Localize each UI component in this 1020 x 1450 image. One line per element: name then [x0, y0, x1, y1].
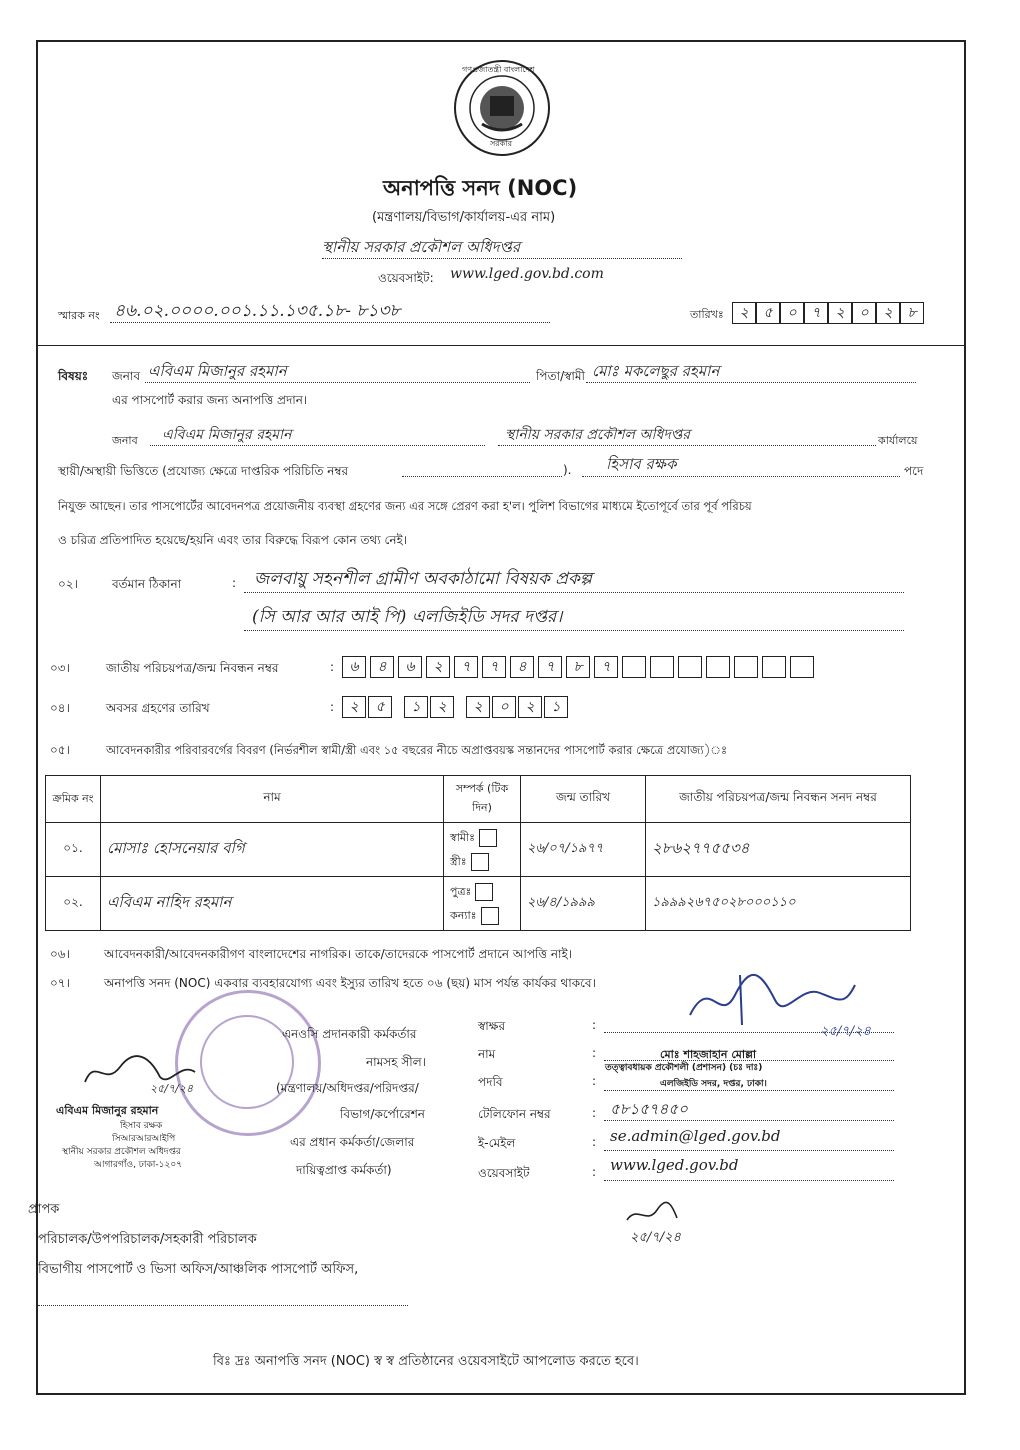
row-dob-value: ২৬/৪/১৯৯৯ — [527, 895, 595, 910]
issuer-dept-line: এলজিইডি সদর, দপ্তর, ঢাকা। — [660, 1079, 767, 1089]
address-colon: : — [232, 576, 237, 590]
col-serial: ক্রমিক নং — [46, 776, 101, 823]
date-label: তারিখঃ — [690, 308, 724, 321]
issuer-phone-value: ৫৮১৫৭৪৫০ — [610, 1100, 688, 1118]
col-dob: জন্ম তারিখ — [521, 776, 646, 823]
retire-boxes — [342, 696, 568, 718]
nid-digit: ৪ — [370, 656, 394, 678]
website-value: www.lged.gov.bd.com — [450, 266, 604, 282]
relation-label: পুত্রঃ — [450, 884, 472, 898]
header-divider — [36, 345, 966, 346]
colon: : — [592, 1106, 597, 1120]
body-line4: ও চরিত্র প্রতিপাদিত হয়েছে/হয়নি এবং তার বিরুদ্ধে বিরূপ কোন তথ্য নেই। — [58, 533, 408, 547]
row-dob — [521, 823, 646, 877]
memo-label: স্মারক নং — [58, 309, 100, 322]
row-serial: ০২. — [46, 877, 101, 931]
subject-line2: এর পাসপোর্ট করার জন্য অনাপত্তি প্রদান। — [112, 393, 308, 407]
border-left — [36, 40, 38, 1395]
clause6-num: ০৬। — [50, 947, 70, 961]
relation-checkbox[interactable] — [481, 907, 499, 925]
relation-label: কন্যাঃ — [450, 908, 477, 922]
col-nid: জাতীয় পরিচয়পত্র/জন্ম নিবন্ধন সনদ নম্বর — [646, 776, 911, 823]
date-digit: ৭ — [804, 302, 828, 324]
body-office-suffix: কার্যালয়ে — [878, 434, 918, 447]
left-seal-line: সিআরআরআইপি — [112, 1134, 176, 1144]
family-table — [45, 775, 911, 931]
field-rule — [604, 1180, 894, 1181]
date-digit: ৮ — [900, 302, 924, 324]
nid-digit — [622, 656, 646, 678]
left-sign-date: ২৫/৭/২৪ — [150, 1082, 194, 1095]
nid-label: জাতীয় পরিচয়পত্র/জন্ম নিবন্ধন নম্বর — [106, 661, 279, 675]
retire-label: অবসর গ্রহণের তারিখ — [106, 701, 210, 715]
relation-checkbox[interactable] — [479, 829, 497, 847]
address-line1: জলবায়ু সহনশীল গ্রামীণ অবকাঠামো বিষয়ক প্রকল্প — [254, 569, 592, 589]
border-bottom — [36, 1393, 966, 1395]
clause7-num: ০৭। — [50, 976, 70, 990]
nid-digit — [678, 656, 702, 678]
issuer-line: এর প্রধান কর্মকর্তা/জেলার — [290, 1135, 415, 1149]
body-name-line — [150, 445, 485, 446]
row-nid-value: ১৯৯৯২৬৭৫০২৮০০০১১০ — [652, 895, 796, 910]
date-digit: ২ — [876, 302, 900, 324]
date-digit: ০ — [780, 302, 804, 324]
issuer-name-value: মোঃ শাহজাহান মোল্লা — [660, 1048, 757, 1061]
recipient-blank-line — [38, 1305, 408, 1306]
col-name: নাম — [101, 776, 444, 823]
emblem-top-text: গণপ্রজাতন্ত্রী বাংলাদেশ — [462, 65, 535, 74]
relation-label: স্ত্রীঃ — [450, 854, 467, 868]
designation-line — [582, 476, 900, 477]
nid-digit: ৭ — [482, 656, 506, 678]
nid-digit — [762, 656, 786, 678]
website-label: ওয়েবসাইট: — [378, 271, 434, 285]
nid-digit — [650, 656, 674, 678]
colon: : — [592, 1165, 597, 1179]
family-num: ০৫। — [50, 743, 70, 757]
row-name — [101, 877, 444, 931]
left-seal-name: এবিএম মিজানুর রহমান — [56, 1104, 159, 1117]
left-seal-line: আগারগাঁও, ঢাকা-১২০৭ — [94, 1160, 183, 1170]
date-digit: ২ — [828, 302, 852, 324]
nid-boxes — [342, 656, 814, 678]
father-label: পিতা/স্বামী — [536, 369, 585, 383]
nid-digit: ৭ — [594, 656, 618, 678]
row-name-value: এবিএম নাহিদ রহমান — [107, 893, 232, 911]
subject-janab: জনাব — [112, 369, 141, 383]
relation-checkbox[interactable] — [475, 883, 493, 901]
issuer-line: (মন্ত্রণালয়/অধিদপ্তর/পরিদপ্তর/ — [276, 1081, 419, 1095]
date-boxes — [732, 302, 924, 324]
col-relation: সম্পর্ক (টিক দিন) — [444, 776, 521, 823]
retire-month-digit: ১ — [404, 696, 428, 718]
field-rule — [604, 1150, 894, 1151]
body-name: এবিএম মিজানুর রহমান — [162, 427, 292, 443]
address-label: বর্তমান ঠিকানা — [112, 577, 182, 591]
father-value: মোঃ মকলেছুর রহমান — [592, 362, 720, 380]
body-line2-mid: ). — [563, 463, 572, 477]
nid-colon: : — [330, 660, 335, 674]
family-table-header — [46, 776, 911, 823]
retire-year-digit: ০ — [492, 696, 516, 718]
relation-label: স্বামীঃ — [450, 830, 476, 844]
left-seal-line: স্থানীয় সরকার প্রকৌশল অধিদপ্তর — [62, 1147, 181, 1157]
row-dob-value: ২৬/০৭/১৯৭৭ — [527, 841, 604, 856]
clause7-text: অনাপত্তি সনদ (NOC) একবার ব্যবহারযোগ্য এবং ইস্যুর তারিখ হতে ০৬ (ছয়) মাস পর্যন্ত কার্যকর থাকবে। — [104, 976, 596, 990]
issuer-signature-label: স্বাক্ষর — [478, 1019, 506, 1033]
nid-digit: ৭ — [454, 656, 478, 678]
issuer-website-label: ওয়েবসাইট — [478, 1166, 530, 1180]
issuer-designation-label: পদবি — [478, 1075, 503, 1089]
issuer-email-label: ই-মেইল — [478, 1136, 516, 1150]
retire-year-digit: ২ — [466, 696, 490, 718]
footer-note: বিঃ দ্রঃ অনাপত্তি সনদ (NOC) স্ব স্ব প্রতিষ্ঠানের ওয়েবসাইটে আপলোড করতে হবে। — [213, 1354, 639, 1369]
retire-day-digit: ৫ — [368, 696, 392, 718]
issuer-name-label: নাম — [478, 1047, 496, 1061]
address-num: ০২। — [58, 577, 78, 591]
issuer-website-value: www.lged.gov.bd — [610, 1156, 739, 1174]
issuer-line: দায়িত্বপ্রাপ্ত কর্মকর্তা) — [296, 1163, 392, 1177]
issuer-line: বিভাগ/কর্পোরেশন — [340, 1107, 425, 1121]
office-name: স্থানীয় সরকার প্রকৌশল অধিদপ্তর — [322, 238, 521, 256]
border-right — [964, 40, 966, 1395]
subject-label: বিষয়ঃ — [58, 369, 89, 383]
border-top — [36, 40, 966, 42]
retire-num: ০৪। — [50, 701, 70, 715]
body-line2-prefix: স্থায়ী/অস্থায়ী ভিত্তিতে (প্রযোজ্য ক্ষেত্রে দাপ্তরিক পরিচিতি নম্বর — [58, 464, 349, 478]
recipient-line1: পরিচালক/উপপরিচালক/সহকারী পরিচালক — [38, 1232, 257, 1247]
retire-day-digit: ২ — [342, 696, 366, 718]
issuer-phone-label: টেলিফোন নম্বর — [478, 1107, 551, 1121]
left-seal-line: হিসাব রক্ষক — [120, 1121, 163, 1131]
body-line2-dots — [402, 476, 562, 477]
nid-digit: ৭ — [538, 656, 562, 678]
document-subtitle: (মন্ত্রণালয়/বিভাগ/কার্যালয়-এর নাম) — [372, 210, 556, 225]
clause6-text: আবেদনকারী/আবেদনকারীগণ বাংলাদেশের নাগরিক। তাকে/তাদেরকে পাসপোর্ট প্রদানে আপত্তি নাই। — [104, 947, 573, 961]
document-title: অনাপত্তি সনদ (NOC) — [383, 176, 578, 200]
designation-value: হিসাব রক্ষক — [606, 455, 677, 473]
subject-name-line — [145, 382, 530, 383]
row-nid — [646, 823, 911, 877]
colon: : — [592, 1074, 597, 1088]
row-name — [101, 823, 444, 877]
body-office-line — [498, 445, 876, 446]
body-janab: জনাব — [112, 434, 138, 447]
nid-digit: ৬ — [398, 656, 422, 678]
address-line2: (সি আর আর আই পি) এলজিইডি সদর দপ্তর। — [252, 607, 563, 627]
retire-month-digit: ২ — [430, 696, 454, 718]
nid-digit — [790, 656, 814, 678]
recipient-sign-date: ২৫/৭/২৪ — [630, 1230, 681, 1245]
row-nid-value: ২৮৬২৭৭৫৫৩৪ — [652, 839, 750, 857]
issuer-designation-value: তত্ত্বাবধায়ক প্রকৌশলী (প্রশাসন) (চঃ দাঃ) — [605, 1063, 763, 1073]
issuer-line: নামসহ সীল। — [366, 1055, 426, 1069]
relation-checkbox[interactable] — [471, 853, 489, 871]
issuer-email-value: se.admin@lged.gov.bd — [610, 1127, 781, 1145]
body-line3: নিযুক্ত আছেন। তার পাসপোর্টের আবেদনপত্র প্রয়োজনীয় ব্যবস্থা গ্রহণের জন্য এর সঙ্গে প্রেরণ করা হ'ল। পুলিশ বিভাগের মাধ্যমে ইতোপূর্বে তার পূর্ব পরিচয় — [58, 499, 752, 513]
nid-digit: ৪ — [510, 656, 534, 678]
date-digit: ২ — [732, 302, 756, 324]
body-line2-suffix: পদে — [904, 464, 924, 478]
colon: : — [592, 1018, 597, 1032]
father-line — [586, 382, 916, 383]
row-serial: ০১. — [46, 823, 101, 877]
issuer-sign-date: ২৫/৭/২৪ — [820, 1024, 871, 1039]
memo-number: ৪৬.০২.০০০০.০০১.১১.১৩৫.১৮- ৮১৩৮ — [114, 301, 401, 321]
row-dob — [521, 877, 646, 931]
colon: : — [592, 1135, 597, 1149]
family-table-row — [46, 823, 911, 877]
recipient-signature-icon — [622, 1200, 682, 1230]
recipient-line2: বিভাগীয় পাসপোর্ট ও ভিসা অফিস/আঞ্চলিক পাসপোর্ট অফিস, — [38, 1262, 359, 1277]
address-line1-rule — [244, 592, 904, 593]
retire-colon: : — [330, 700, 335, 714]
row-nid — [646, 877, 911, 931]
retire-year-digit: ১ — [544, 696, 568, 718]
emblem-bottom-text: সরকার — [490, 139, 513, 148]
recipient-label: প্রাপক — [28, 1202, 60, 1217]
date-digit: ৫ — [756, 302, 780, 324]
nid-num: ০৩। — [50, 661, 70, 675]
memo-line — [110, 322, 550, 323]
nid-digit: ৮ — [566, 656, 590, 678]
row-relation — [444, 823, 521, 877]
nid-digit: ২ — [426, 656, 450, 678]
nid-digit — [734, 656, 758, 678]
retire-year-digit: ২ — [518, 696, 542, 718]
nid-digit — [706, 656, 730, 678]
date-digit: ০ — [852, 302, 876, 324]
subject-name: এবিএম মিজানুর রহমান — [148, 362, 287, 380]
body-office: স্থানীয় সরকার প্রকৌশল অধিদপ্তর — [505, 427, 690, 443]
issuer-line: এনওসি প্রদানকারী কর্মকর্তার — [282, 1027, 417, 1041]
family-label: আবেদনকারীর পরিবারবর্গের বিবরণ (নির্ভরশীল স্বামী/স্ত্রী এবং ১৫ বছরের নীচে অপ্রাপ্তবয়স্ক সন্তানদের পাসপোর্ট করার ক্ষেত্রে প্রযোজ্য)ঃ — [106, 743, 728, 757]
row-relation — [444, 877, 521, 931]
address-line2-rule — [244, 630, 904, 631]
family-table-row — [46, 877, 911, 931]
office-name-line — [322, 258, 682, 259]
nid-digit: ৬ — [342, 656, 366, 678]
colon: : — [592, 1046, 597, 1060]
row-name-value: মোসাঃ হোসনেয়ার বগি — [107, 839, 245, 857]
